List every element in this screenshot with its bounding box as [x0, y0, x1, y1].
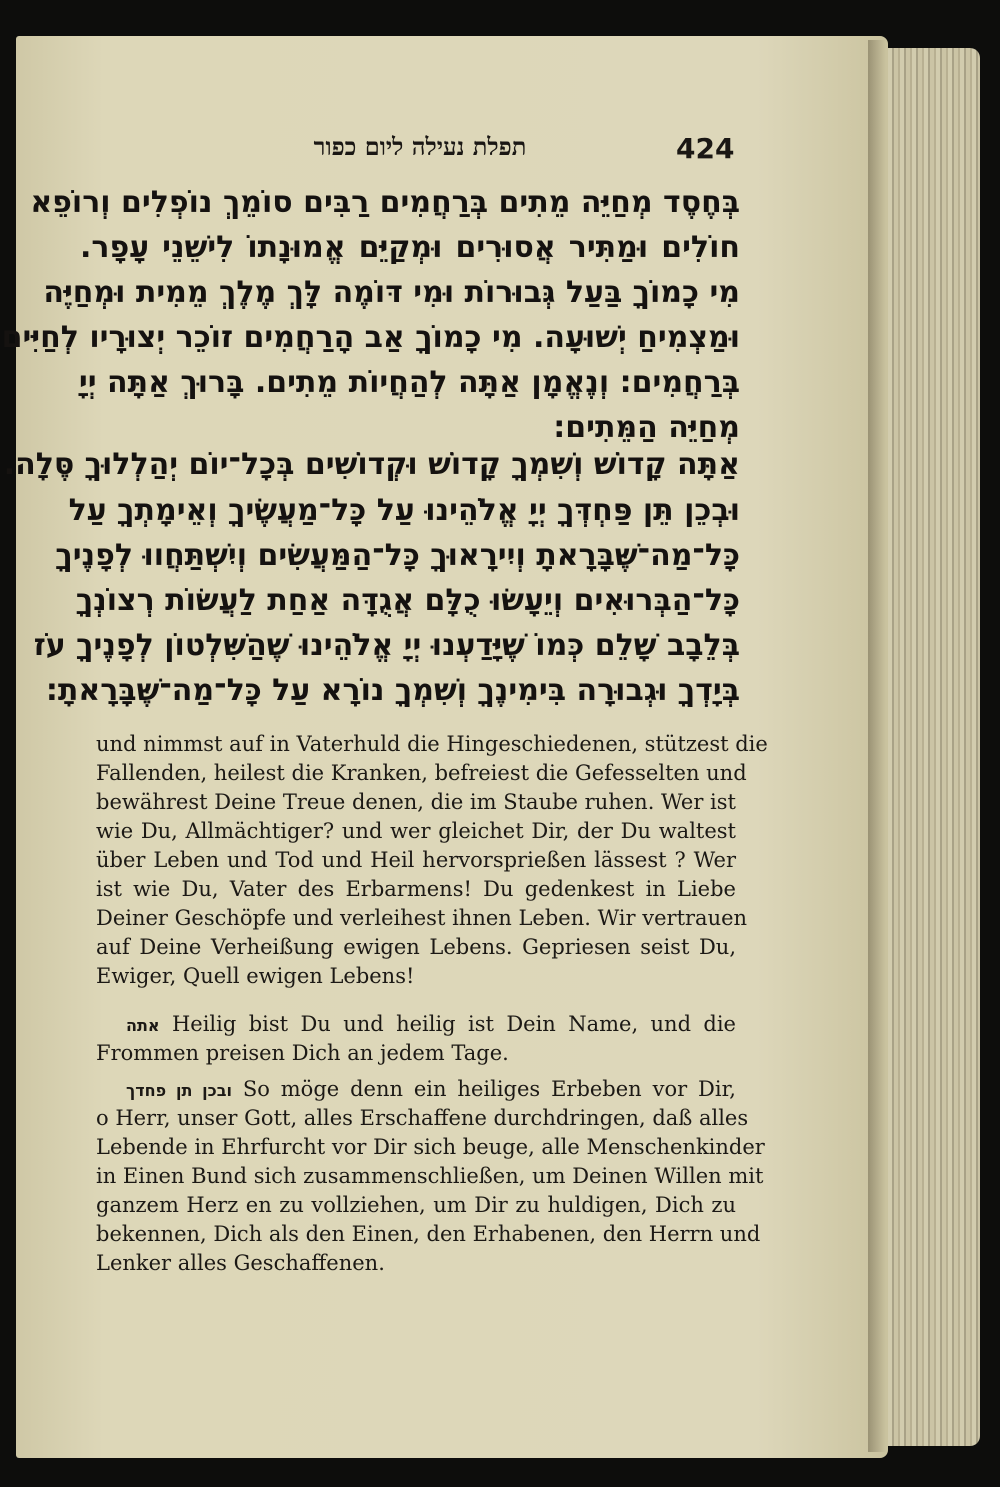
hebrew-line: מִי כָמוֹךָ בַּעַל גְּבוּרוֹת וּמִי דּוֹמֶה לָּךְ מֶלֶךְ מֵמִית וּמְחַיֶּה [43, 275, 740, 310]
german-line: Ewiger, Quell ewigen Lebens! [96, 964, 415, 988]
hebrew-line: וּמַצְמִיחַ יְשׁוּעָה. מִי כָמוֹךָ אַב הָרַחֲמִים זוֹכֵר יְצוּרָיו לְחַיִּים [1, 320, 740, 355]
german-line [96, 1075, 736, 1104]
german-line: wie Du, Allmächtiger? und wer gleichet Dir, der Du waltest [96, 819, 736, 843]
german-line: Lenker alles Geschaffenen. [96, 1251, 385, 1275]
german-line: Fallenden, heilest die Kranken, befreiest die Gefesselten und [96, 761, 747, 785]
hebrew-paragraph-3 [33, 488, 740, 713]
hebrew-line: כָּל־מַה־שֶּׁבָּרָאתָ וְיִירָאוּךָ כָּל־הַמַּעֲשִׂים וְיִשְׁתַּחֲווּ לְפָנֶיךָ [55, 538, 740, 573]
german-line: Frommen preisen Dich an jedem Tage. [96, 1041, 509, 1065]
hebrew-paragraph-1 [1, 180, 740, 450]
page-edges [880, 48, 980, 1446]
german-line: über Leben und Tod und Heil hervorsprießen lässest ? Wer [96, 848, 736, 872]
german-line: auf Deine Verheißung ewigen Lebens. Gepriesen seist Du, [96, 935, 736, 959]
german-line-text: So möge denn ein heiliges Erbeben vor Dir, [242, 1077, 736, 1101]
german-line: Lebende in Ehrfurcht vor Dir sich beuge, alle Menschenkinder [96, 1135, 765, 1159]
german-line: ganzem Herz en zu vollziehen, um Dir zu huldigen, Dich zu [96, 1193, 736, 1217]
hebrew-line: אַתָּה קָדוֹשׁ וְשִׁמְךָ קָדוֹשׁ וּקְדוֹשִׁים בְּכָל־יוֹם יְהַלְלוּךָ סֶּלָה. [3, 447, 740, 482]
gutter-shadow [868, 40, 886, 1452]
german-line [96, 1010, 736, 1039]
german-line: Deiner Geschöpfe und verleihest ihnen Leben. Wir vertrauen [96, 906, 748, 930]
hebrew-line: מְחַיֵּה הַמֵּתִים: [553, 410, 740, 445]
hebrew-line: בְּחֶסֶד מְחַיֵּה מֵתִים בְּרַחֲמִים רַבִּים סוֹמֵךְ נוֹפְלִים וְרוֹפֵא [30, 185, 740, 220]
hebrew-cue: אתה [126, 1016, 160, 1035]
german-line: o Herr, unser Gott, alles Erschaffene durchdringen, daß alles [96, 1106, 749, 1130]
hebrew-line: חוֹלִים וּמַתִּיר אֲסוּרִים וּמְקַיֵּם אֱמוּנָתוֹ לִישֵׁנֵי עָפָר. [80, 230, 740, 265]
hebrew-line: בְּרַחֲמִים: וְנֶאֱמָן אַתָּה לְהַחֲיוֹת מֵתִים. בָּרוּךְ אַתָּה יְיָ [78, 365, 740, 400]
german-line: bekennen, Dich als den Einen, den Erhabenen, den Herrn und [96, 1222, 761, 1246]
running-header: תפלת נעילה ליום כפור [313, 132, 527, 161]
german-paragraph-3 [96, 1075, 765, 1278]
german-line: bewährest Deine Treue denen, die im Staube ruhen. Wer ist [96, 790, 736, 814]
german-line: in Einen Bund sich zusammenschließen, um Deinen Willen mit [96, 1164, 764, 1188]
hebrew-line: וּבְכֵן תֵּן פַּחְדְּךָ יְיָ אֱלֹהֵינוּ עַל כָּל־מַעֲשֶׂיךָ וְאֵימָתְךָ עַל [68, 493, 740, 528]
german-paragraph-1 [96, 730, 768, 991]
hebrew-cue: ובכן תן פחדך [126, 1081, 232, 1100]
hebrew-line: כָּל־הַבְּרוּאִים וְיֵעָשׂוּ כֻלָּם אֲגֻדָּה אַחַת לַעֲשׂוֹת רְצוֹנְךָ [75, 583, 740, 618]
hebrew-paragraph-2 [3, 442, 740, 487]
page-number: 424 [676, 132, 735, 165]
german-line: und nimmst auf in Vaterhuld die Hingeschiedenen, stützest die [96, 732, 768, 756]
hebrew-line: בְּלֵבָב שָׁלֵם כְּמוֹ שֶׁיָּדַעְנוּ יְיָ אֱלֹהֵינוּ שֶׁהַשִּׁלְטוֹן לְפָנֶיךָ עֹז [33, 628, 740, 663]
german-line: ist wie Du, Vater des Erbarmens! Du gedenkest in Liebe [96, 877, 736, 901]
german-line-text: Heilig bist Du und heilig ist Dein Name, und die [171, 1012, 736, 1036]
hebrew-line: בְּיָדְךָ וּגְבוּרָה בִּימִינֶךָ וְשִׁמְךָ נוֹרָא עַל כָּל־מַה־שֶּׁבָּרָאתָ: [45, 673, 740, 708]
german-paragraph-2 [96, 1010, 736, 1068]
